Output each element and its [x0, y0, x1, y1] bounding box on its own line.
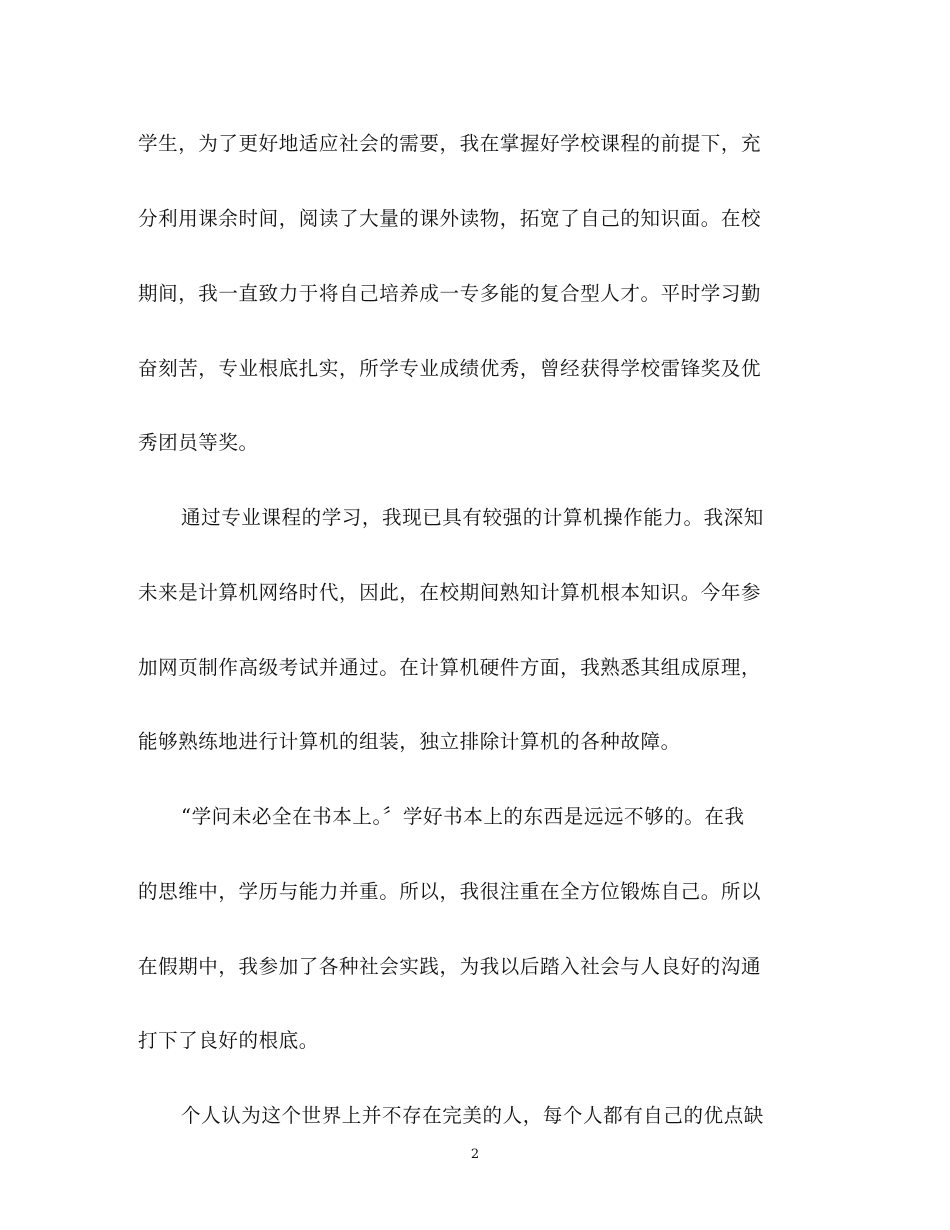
- text-line: 奋刻苦，专业根底扎实，所学专业成绩优秀，曾经获得学校雷锋奖及优: [138, 357, 762, 380]
- text-line: 加网页制作高级考试并通过。在计算机硬件方面，我熟悉其组成原理，: [138, 656, 762, 679]
- paragraph-first-line: 个人认为这个世界上并不存在完美的人，每个人都有自己的优点缺: [181, 1104, 764, 1127]
- text-line: 打下了良好的根底。: [138, 1029, 319, 1052]
- text-line: 期间，我一直致力于将自己培养成一专多能的复合型人才。平时学习勤: [138, 282, 762, 305]
- text-line: 能够熟练地进行计算机的组装，独立排除计算机的各种故障。: [138, 730, 681, 753]
- text-line: 在假期中，我参加了各种社会实践，为我以后踏入社会与人良好的沟通: [138, 955, 762, 978]
- page-number: 2: [470, 1147, 480, 1162]
- text-line: 未来是计算机网络时代，因此，在校期间熟知计算机根本知识。今年参: [138, 581, 762, 604]
- text-line: 秀团员等奖。: [138, 431, 259, 454]
- paragraph-first-line: “学问未必全在书本上。〞学好书本上的东西是远远不够的。在我: [181, 805, 745, 828]
- text-line: 分利用课余时间，阅读了大量的课外读物，拓宽了自己的知识面。在校: [138, 207, 762, 230]
- paragraph-first-line: 通过专业课程的学习，我现已具有较强的计算机操作能力。我深知: [181, 506, 764, 529]
- text-line: 学生，为了更好地适应社会的需要，我在掌握好学校课程的前提下，充: [138, 132, 762, 155]
- text-line: 的思维中，学历与能力并重。所以，我很注重在全方位锻炼自己。所以: [138, 880, 762, 903]
